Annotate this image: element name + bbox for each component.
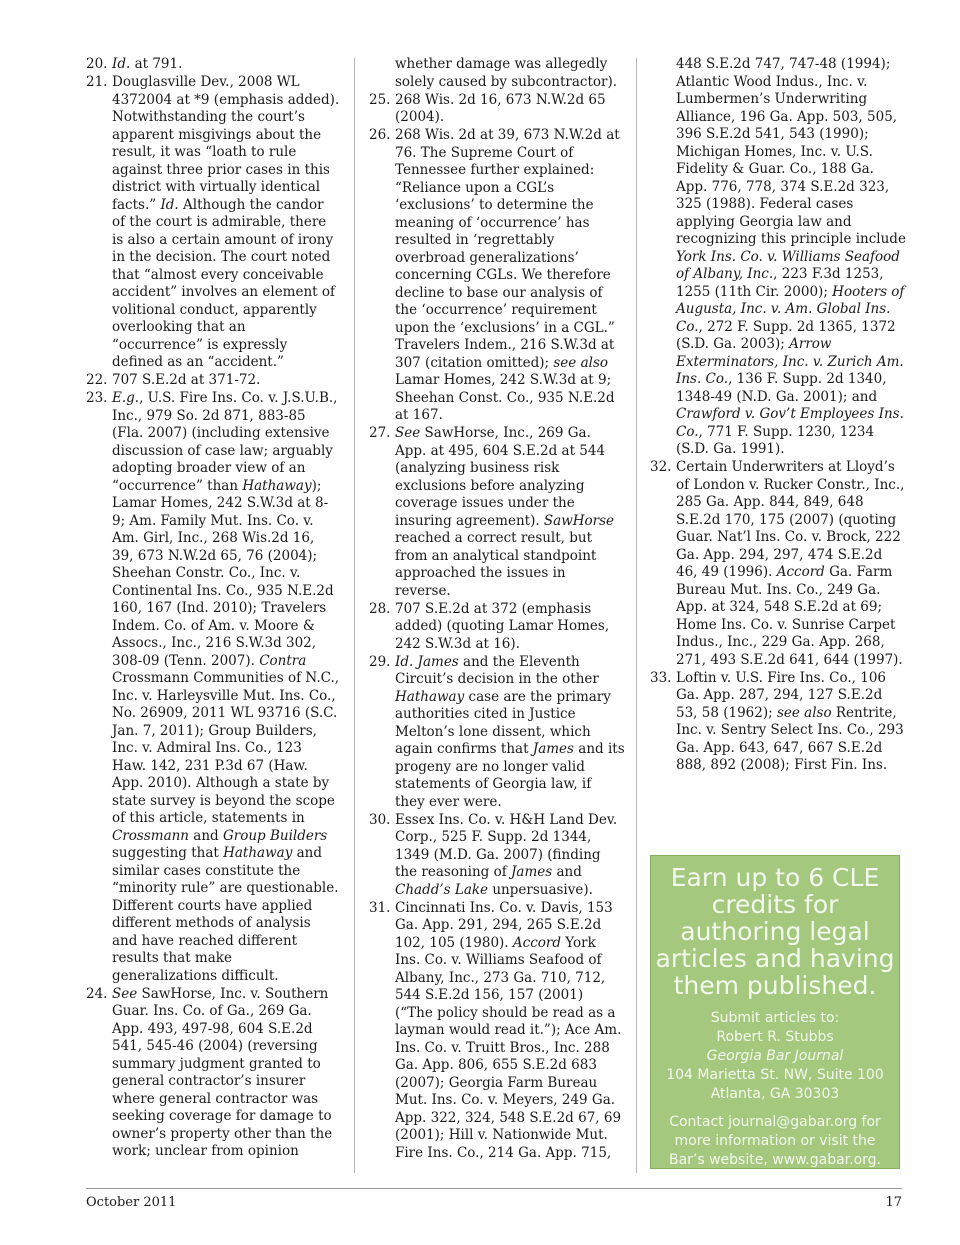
footnote-italic-run: James — [511, 864, 553, 880]
footnote-text-run: York Ins. Co. v. Williams Seafood of Albany, Inc., 273 Ga. 710, 712, 544 S.E.2d 156, 157 (2001) (“The policy should be read as a layman would read it.”); Ace Am. Ins. Co. v. Truitt Bros., Inc. 288 Ga. App. 806, 655 S.E.2d 683 (2007); Georgia Farm Bureau Mut. Ins. Co. v. Meyers, 249 Ga. App. 322, 324, 548 S.E.2d 67, 69 (2001); Hill v. Nationwide Mut. Fire Ins. Co., 214 Ga. App. 715, — [395, 934, 622, 1161]
footnote-text — [676, 670, 904, 774]
footnote-text-run: Rentrite, Inc. v. Sentry Select Ins. Co., 293 Ga. App. 643, 647, 667 S.E.2d 888, 892 (2008); First Fin. Ins. — [676, 704, 904, 773]
footnote-text-run: , 771 F. Supp. 1230, 1234 (S.D. Ga. 1991). — [676, 423, 875, 457]
footnote-italic-run: Hathaway — [223, 845, 293, 861]
footnote — [86, 986, 340, 1161]
footnote-continued — [650, 56, 906, 459]
promo-publication: Georgia Bar Journal — [706, 1048, 844, 1064]
footnote-text — [395, 127, 620, 423]
footnote-italic-run: E.g. — [112, 390, 140, 406]
footnote-text-run: unpersuasive). — [488, 881, 593, 898]
footnote-text-run: 448 S.E.2d 747, 747-48 (1994); Atlantic Wood Indus., Inc. v. Lumbermen’s Underwriting Alliance, 196 Ga. App. 503, 505, 396 S.E.2d 541, 543 (1990); Michigan Homes, Inc. v. U.S. Fidelity & Guar. Co., 188 Ga. App. 776, 778, 374 S.E.2d 323, 325 (1988). Federal cases applying Georgia law and recognizing this principle include — [676, 56, 906, 247]
footnote-text-run: suggesting that — [112, 845, 224, 861]
footer-rule — [86, 1188, 902, 1189]
footnote-italic-run: Contra — [259, 652, 307, 669]
footnote-text-run: case are the primary authorities cited in Justice Melton’s lone dissent, which again confirms that — [395, 688, 611, 757]
footnote-text-run: 707 S.E.2d at 371-72. — [112, 372, 261, 388]
column-left — [86, 56, 340, 1161]
footnote-number: 31. — [369, 899, 391, 916]
promo-contact: Contact journal@gabar.org for more information or visit the Bar’s website, www.gabar.org. — [668, 1114, 882, 1168]
footnote-italic-run: Crawford v. Gov’t Employees Ins. Co. — [676, 406, 904, 440]
footnote-text-run: SawHorse, Inc. v. Southern Guar. Ins. Co. of Ga., 269 Ga. App. 493, 497-98, 604 S.E.2d 541, 545-46 (2004) (reversing summary judgment granted to general contractor’s insurer where general contractor was seeking coverage for damage to owner’s property other than the work; unclear from opinion — [112, 985, 333, 1159]
column-middle — [369, 56, 625, 1163]
footnote-number: 21. — [86, 74, 108, 90]
promo-headline: Earn up to 6 CLE credits for authoring legal articles and having them published. — [655, 863, 895, 1000]
promo-editor-name: Robert R. Stubbs — [716, 1029, 834, 1045]
footnote-text-run: Certain Underwriters at Lloyd’s of London v. Rucker Constr., Inc., 285 Ga. App. 844, 849, 648 S.E.2d 170, 175 (2007) (quoting Guar. Nat’l Ins. Co. v. Brock, 222 Ga. App. 294, 297, 474 S.E.2d 46, 49 (1996). — [676, 459, 905, 580]
footnote-text-run: Ga. Farm Bureau Mut. Ins. Co., 249 Ga. App. at 324, 548 S.E.2d at 69; Home Ins. Co. v. Sunrise Carpet Indus., Inc., 229 Ga. App. 268, 271, 493 S.E.2d 641, 644 (1997). — [676, 564, 903, 668]
footnote-text-run: whether damage was allegedly solely caused by subcontractor). — [395, 56, 618, 90]
footnote-italic-run: See — [395, 425, 421, 441]
footnote-text-run: reached a correct result, but from an analytical standpoint approached the issues in reverse. — [395, 530, 597, 599]
footnote-text-run: ); Lamar Homes, 242 S.W.3d at 8-9; Am. Family Mut. Ins. Co. v. Am. Girl, Inc., 268 Wis.2d 16, 39, 673 N.W.2d 65, 76 (2004); Sheehan Constr. Co., Inc. v. Continental Ins. Co., 935 N.E.2d 160, 167 (Ind. 2010); Travelers Indem. Co. of Am. v. Moore & Assocs., Inc., 216 S.W.3d 302, 308-09 (Tenn. 2007). — [112, 477, 334, 669]
footnote-text-run: , 136 F. Supp. 2d 1340, 1348-49 (N.D. Ga. 2001); and — [676, 371, 887, 405]
footnote-number: 33. — [650, 669, 672, 686]
footnote — [369, 654, 625, 812]
footnote-text-run: , U.S. Fire Ins. Co. v. J.S.U.B., Inc., 979 So. 2d 871, 883-85 (Fla. 2007) (including extensive discussion of case law; arguably adopting broader view of an “occurrence” than — [112, 390, 338, 494]
footnote-italic-run: Id. — [112, 56, 131, 72]
footnote-text-run: , 272 F. Supp. 2d 1365, 1372 (S.D. Ga. 2003); — [676, 318, 896, 352]
footnote-italic-run: Chadd’s Lake — [395, 881, 489, 898]
promo-submission-info — [651, 1009, 899, 1104]
footnote-text-run: Douglasville Dev., 2008 WL 4372004 at *9 (emphasis added). Notwithstanding the court’s apparent misgivings about the result, it was “loath to rule against three prior cases in this district with virtually identical facts.” — [112, 74, 340, 213]
footnote-text — [112, 74, 339, 370]
footnote — [86, 74, 340, 372]
footnote-number: 26. — [369, 127, 391, 143]
footnote-number: 24. — [86, 985, 108, 1002]
footnote-text-run: 707 S.E.2d at 372 (emphasis added) (quoting Lamar Homes, 242 S.W.3d at 16). — [395, 600, 610, 652]
footnote-italic-run: Hooters of Augusta, Inc. v. Am. Global Ins. Co. — [676, 283, 905, 335]
footnote-text-run: and the Eleventh Circuit’s decision in the other — [395, 653, 599, 687]
footnote-number: 22. — [86, 372, 108, 388]
column-right — [650, 56, 906, 775]
footnote-text — [395, 425, 614, 599]
footnote-text — [395, 654, 625, 810]
footnote-number: 27. — [369, 425, 391, 441]
footnote-text-run: Although the candor of the court is admirable, there is also a certain amount of irony in the decision. The court noted that “almost every conceivable accident” involves an element of volitional conduct, apparently overlooking that an “occurrence” is expressly defined as an “accident.” — [112, 196, 336, 370]
footnote-text-run: 268 Wis. 2d at 39, 673 N.W.2d at 76. The Supreme Court of Tennessee further explained: “Reliance upon a CGL’s ‘exclusions’ to determine the meaning of ‘occurrence’ has resulted in ‘regrettably overbroad generalizations’ concerning CGLs. We therefore decline to base our analysis of the ‘occurrence’ requirement upon the ‘exclusions’ in a CGL.” Travelers Indem., 216 S.W.3d at 307 (citation omitted); — [395, 127, 620, 371]
footnote-text — [395, 900, 621, 1161]
footnote-italic-run: Accord — [512, 934, 561, 951]
footnote-text-run: and similar cases constitute the “minority rule” are questionable. Different courts have applied different methods of analysis and have reached different results that make generalizations difficult. — [112, 845, 339, 984]
footnote-text — [395, 601, 609, 652]
footnote — [650, 670, 906, 775]
footnote — [369, 425, 625, 600]
promo-street: 104 Marietta St. NW, Suite 100 — [666, 1067, 884, 1083]
footnote-text — [395, 56, 617, 90]
footnote-text — [112, 986, 332, 1160]
footnote-number: 30. — [369, 811, 391, 828]
footnote-text — [676, 56, 906, 457]
footnote-italic-run: Accord — [776, 564, 825, 580]
footnote — [369, 127, 625, 425]
footnote-text-run: and its progeny are no longer valid statements of Georgia law, if they ever were. — [395, 741, 625, 810]
footnote-italic-run: see also — [776, 704, 832, 721]
footnote-number: 25. — [369, 91, 391, 108]
footnote-continued — [369, 56, 625, 91]
footnote-text — [112, 390, 339, 984]
footnote-text — [395, 812, 617, 898]
footnote-number: 32. — [650, 459, 672, 475]
footnote — [650, 459, 906, 669]
footnote-italic-run: SawHorse — [543, 512, 615, 529]
footnote — [86, 56, 340, 74]
footnote-italic-run: Group Builders — [222, 827, 328, 844]
footnote-text-run: and — [552, 864, 582, 880]
footnote-text-run: Essex Ins. Co. v. H&H Land Dev. Corp., 525 F. Supp. 2d 1344, 1349 (M.D. Ga. 2007) (finding the reasoning of — [395, 811, 618, 880]
footnote-number: 20. — [86, 56, 108, 72]
footnote-text — [112, 372, 260, 388]
footnote-text-run: , 223 F.3d 1253, 1255 (11th Cir. 2000); — [676, 266, 884, 300]
footnote-italic-run: See — [112, 985, 138, 1002]
footnote-number: 28. — [369, 600, 391, 617]
footnote-italic-run: Crossmann — [112, 827, 190, 844]
footnote-italic-run: Id. James — [395, 653, 459, 670]
column-divider — [636, 58, 637, 1173]
footnote — [369, 601, 625, 654]
footnote — [369, 812, 625, 900]
footnote — [369, 92, 625, 127]
footnote-italic-run: York Ins. Co. v. Williams Seafood of Albany, Inc. — [676, 248, 900, 282]
footnote-text-run: Loftin v. U.S. Fire Ins. Co., 106 Ga. App. 287, 294, 127 S.E.2d 53, 58 (1962); — [676, 669, 887, 721]
promo-submit-label: Submit articles to: — [710, 1010, 840, 1026]
footnote-text — [112, 56, 182, 72]
footnote-number: 23. — [86, 390, 108, 406]
footnote-text-run: at 791. — [130, 56, 183, 72]
footnote-text — [395, 92, 606, 126]
footnote-italic-run: Arrow Exterminators, Inc. v. Zurich Am. Ins. Co. — [676, 336, 904, 387]
footnote-text-run: Lamar Homes, 242 S.W.3d at 9; Sheehan Const. Co., 935 N.E.2d at 167. — [395, 372, 615, 423]
footnote — [86, 372, 340, 390]
footnote-italic-run: James — [532, 741, 574, 757]
promo-city: Atlanta, GA 30303 — [710, 1086, 840, 1102]
footnote-text-run: SawHorse, Inc., 269 Ga. App. at 495, 604 S.E.2d at 544 (analyzing business risk exclusions before analyzing coverage issues under the insuring agreement). — [395, 425, 606, 529]
footnote-italic-run: Hathaway — [242, 477, 312, 494]
footnote-italic-run: Id. — [160, 196, 179, 213]
cle-promo-box — [650, 855, 900, 1169]
footnote-number: 29. — [369, 653, 391, 670]
footer-date: October 2011 — [86, 1195, 177, 1210]
footnote — [369, 900, 625, 1163]
footnote — [86, 390, 340, 985]
footnote-text — [676, 459, 904, 668]
footnote-text-run: Crossmann Communities of N.C., Inc. v. Harleysville Mut. Ins. Co., No. 26909, 2011 WL 93716 (S.C. Jan. 7, 2011); Group Builders, Inc. v. Admiral Ins. Co., 123 Haw. 142, 231 P.3d 67 (Haw. App. 2010). Although a state by state survey is beyond the scope of this article, statements in — [112, 670, 340, 826]
footnote-italic-run: see also — [553, 354, 608, 371]
footnote-italic-run: Hathaway — [395, 688, 465, 705]
footnote-text-run: and — [189, 827, 223, 844]
footnote-text-run: 268 Wis. 2d 16, 673 N.W.2d 65 (2004). — [395, 91, 606, 125]
column-divider — [354, 58, 355, 1173]
page-number: 17 — [885, 1195, 902, 1210]
footnote-text-run: Cincinnati Ins. Co. v. Davis, 153 Ga. App. 291, 294, 265 S.E.2d 102, 105 (1980). — [395, 899, 613, 951]
